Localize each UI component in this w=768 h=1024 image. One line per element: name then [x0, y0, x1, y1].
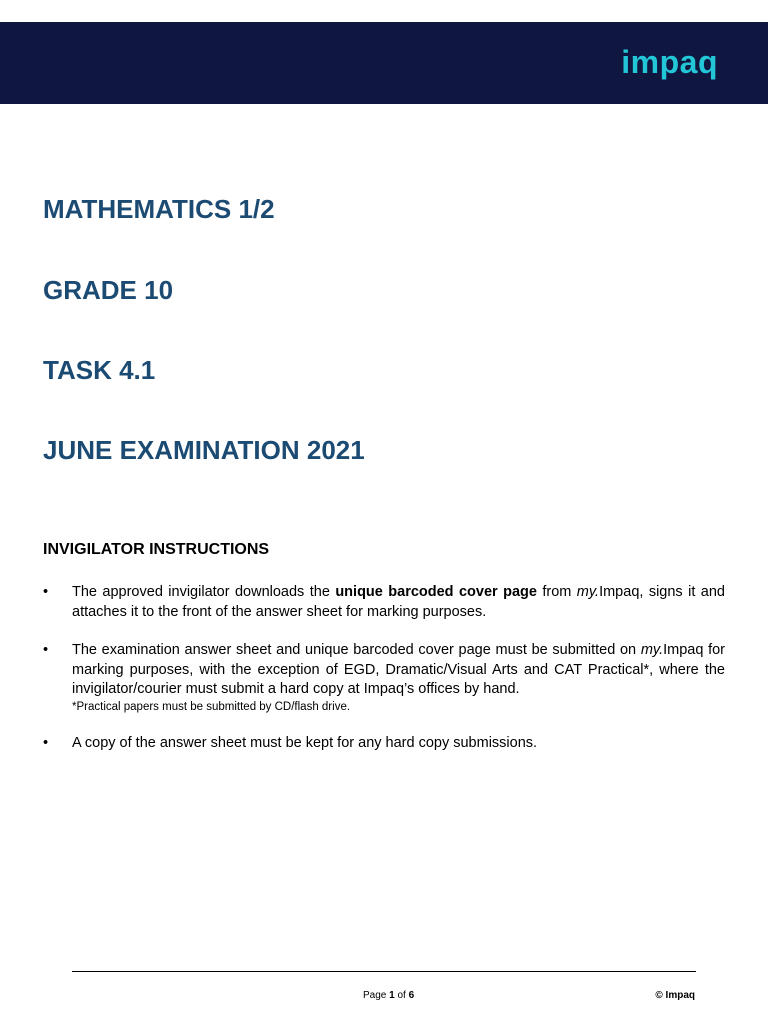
page-label: Page	[363, 990, 387, 1001]
exam-title: JUNE EXAMINATION 2021	[43, 435, 365, 465]
page-of: of	[397, 990, 406, 1001]
instruction-bold-text: unique barcoded cover page	[335, 584, 537, 600]
footer-divider	[72, 971, 696, 972]
task-title: TASK 4.1	[43, 355, 156, 385]
copyright-notice: © Impaq	[655, 990, 695, 1001]
grade-title: GRADE 10	[43, 275, 174, 305]
instruction-item-submission	[43, 641, 725, 715]
impaq-logo: impaq	[621, 44, 718, 80]
invigilator-instructions-heading: INVIGILATOR INSTRUCTIONS	[43, 541, 270, 558]
instruction-text: from	[536, 584, 577, 600]
page-current: 1	[389, 990, 395, 1001]
page-number	[363, 990, 414, 1001]
instruction-text: A copy of the answer sheet must be kept for any hard copy submissions.	[72, 734, 538, 751]
instruction-list	[43, 583, 725, 772]
page-total: 6	[408, 990, 415, 1001]
bullet-icon: •	[43, 642, 49, 658]
subject-title: MATHEMATICS 1/2	[43, 194, 275, 224]
instruction-italic-text: my.	[640, 642, 664, 658]
instruction-text: The approved invigilator downloads the	[72, 584, 336, 600]
header-band	[0, 22, 768, 104]
instruction-item-cover-page	[43, 583, 725, 622]
instruction-text: Impaq for marking purposes, with the exception of EGD, Dramatic/Visual Arts and CAT Practical*, where the invigilator/courier must submit a hard copy at Impaq’s offices by hand.	[72, 642, 726, 697]
bullet-icon: •	[43, 734, 49, 751]
bullet-icon: •	[43, 584, 49, 600]
instruction-text: Impaq, signs it and attaches it to the front of the answer sheet for marking purposes.	[72, 584, 725, 620]
practical-papers-note: *Practical papers must be submitted by CD/flash drive.	[72, 700, 351, 713]
instruction-item-copy	[43, 734, 725, 754]
instruction-text: The examination answer sheet and unique barcoded cover page must be submitted on	[72, 642, 641, 658]
instruction-italic-text: my.	[576, 584, 600, 600]
